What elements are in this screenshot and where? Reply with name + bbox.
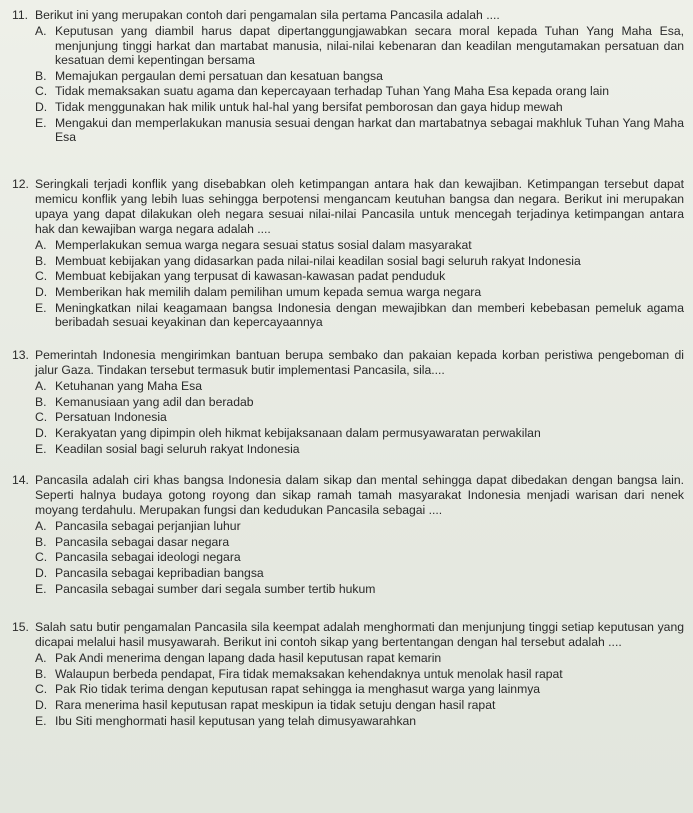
option-b[interactable] — [35, 535, 684, 550]
option-letter: A. — [35, 24, 47, 38]
option-text: Kemanusiaan yang adil dan beradab — [55, 394, 254, 409]
option-text: Pak Rio tidak terima dengan keputusan rapat sehingga ia menghasut warga yang lainmya — [55, 682, 541, 697]
option-b[interactable] — [35, 395, 684, 410]
option-letter: E. — [35, 713, 47, 728]
option-letter: B. — [35, 253, 47, 268]
option-text: Pancasila sebagai kepribadian bangsa — [55, 566, 264, 581]
option-text: Ibu Siti menghormati hasil keputusan yang telah dimusyawarahkan — [55, 713, 417, 728]
question-text: Seringkali terjadi konflik yang disebabkan oleh ketimpangan antara hak dan kewajiban. Ketimpangan tersebut dapat memicu konflik yang lebih luas sehingga berpotensi mengancam keutuhan bangsa dan negara. Berikut ini merupakan upaya yang dapat dilakukan oleh negara sesuai nilai-nilai Pancasila untuk mencegah terjadinya ketimpangan antara hak dan kewajiban warga negara adalah .... — [35, 177, 684, 236]
option-text: Pak Andi menerima dengan lapang dada hasil keputusan rapat kemarin — [55, 651, 442, 665]
option-text: Memberikan hak memilih dalam pemilihan umum kepada semua warga negara — [55, 285, 482, 300]
option-c[interactable] — [35, 410, 684, 425]
option-text: Pancasila sebagai sumber dari segala sumber tertib hukum — [55, 581, 376, 596]
option-d[interactable] — [35, 100, 684, 115]
option-text: Memperlakukan semua warga negara sesuai status sosial dalam masyarakat — [55, 238, 472, 252]
option-letter: C. — [35, 269, 48, 284]
option-text: Memajukan pergaulan demi persatuan dan kesatuan bangsa — [55, 68, 383, 83]
option-letter: B. — [35, 666, 47, 681]
question-number: 11. — [12, 8, 29, 22]
option-letter: A. — [35, 519, 47, 533]
question-number: 14. — [12, 473, 29, 487]
option-e[interactable] — [35, 116, 684, 145]
question-text: Pancasila adalah ciri khas bangsa Indonesia dalam sikap dan mental sehingga dapat dibedakan dengan bangsa lain. Seperti halnya budaya gotong royong dan sikap ramah tamah masyarakat Indonesia menjadi warisan dari nenek moyang terdahulu. Merupakan fungsi dan kedudukan Pancasila sebagai .... — [35, 473, 684, 517]
option-d[interactable] — [35, 566, 684, 581]
option-c[interactable] — [35, 550, 684, 565]
option-b[interactable] — [35, 667, 684, 682]
option-letter: E. — [35, 300, 47, 315]
option-text: Keputusan yang diambil harus dapat dipertanggungjawabkan secara moral kepada Tuhan Yang Maha Esa, menjunjung tinggi harkat dan martabat manusia, nilai-nilai kebenaran dan keadilan mengutamakan persatuan dan kesatuan demi kepentingan bersama — [55, 24, 684, 67]
option-text: Membuat kebijakan yang didasarkan pada nilai-nilai keadilan sosial bagi seluruh rakyat Indonesia — [55, 253, 581, 268]
options-list — [35, 651, 684, 728]
option-c[interactable] — [35, 682, 684, 697]
option-text: Ketuhanan yang Maha Esa — [55, 379, 203, 393]
option-text: Kerakyatan yang dipimpin oleh hikmat kebijaksanaan dalam permusyawaratan perwakilan — [55, 426, 541, 441]
option-e[interactable] — [35, 582, 684, 597]
question-11 — [12, 8, 684, 146]
option-text: Meningkatkan nilai keagamaan bangsa Indonesia dengan mewajibkan dan memberi kebebasan pemeluk agama beribadah sesuai keyakinan dan kepercayaannya — [55, 300, 684, 330]
question-number: 15. — [12, 620, 29, 634]
options-list — [35, 519, 684, 596]
option-b[interactable] — [35, 69, 684, 84]
option-text: Rara menerima hasil keputusan rapat meskipun ia tidak setuju dengan hasil rapat — [55, 698, 496, 713]
question-text: Pemerintah Indonesia mengirimkan bantuan berupa sembako dan pakaian kepada korban peristiwa pengeboman di jalur Gaza. Tindakan tersebut termasuk butir implementasi Pancasila, sila.... — [35, 348, 684, 377]
option-letter: D. — [35, 426, 48, 441]
option-text: Membuat kebijakan yang terpusat di kawasan-kawasan padat penduduk — [55, 269, 446, 284]
option-letter: C. — [35, 550, 48, 565]
option-letter: E. — [35, 441, 47, 456]
option-c[interactable] — [35, 269, 684, 284]
option-a[interactable] — [35, 238, 684, 253]
option-letter: A. — [35, 379, 47, 393]
options-list — [35, 24, 684, 145]
option-letter: B. — [35, 68, 47, 83]
option-a[interactable] — [35, 379, 684, 394]
option-e[interactable] — [35, 714, 684, 729]
option-text: Pancasila sebagai ideologi negara — [55, 550, 241, 565]
question-13 — [12, 348, 684, 457]
option-letter: E. — [35, 115, 47, 130]
option-letter: C. — [35, 410, 48, 425]
options-list — [35, 238, 684, 330]
option-text: Walaupun berbeda pendapat, Fira tidak memaksakan kehendaknya untuk menolak hasil rapat — [55, 666, 563, 681]
option-d[interactable] — [35, 426, 684, 441]
option-e[interactable] — [35, 442, 684, 457]
question-text: Berikut ini yang merupakan contoh dari pengamalan sila pertama Pancasila adalah .... — [35, 8, 500, 22]
option-letter: E. — [35, 581, 47, 596]
option-letter: A. — [35, 651, 47, 665]
option-text: Keadilan sosial bagi seluruh rakyat Indonesia — [55, 441, 300, 456]
option-letter: A. — [35, 238, 47, 252]
question-number: 12. — [12, 177, 29, 191]
option-letter: B. — [35, 394, 47, 409]
option-text: Pancasila sebagai dasar negara — [55, 534, 230, 549]
option-c[interactable] — [35, 84, 684, 99]
option-letter: D. — [35, 698, 48, 713]
question-12 — [12, 177, 684, 331]
option-text: Tidak menggunakan hak milik untuk hal-hal yang bersifat pemborosan dan gaya hidup mewah — [55, 100, 563, 115]
option-d[interactable] — [35, 698, 684, 713]
option-text: Tidak memaksakan suatu agama dan kepercayaan terhadap Tuhan Yang Maha Esa kepada orang lain — [55, 84, 609, 99]
options-list — [35, 379, 684, 456]
option-a[interactable] — [35, 651, 684, 666]
option-d[interactable] — [35, 285, 684, 300]
option-text: Persatuan Indonesia — [55, 410, 167, 425]
question-14 — [12, 473, 684, 597]
question-number: 13. — [12, 348, 29, 362]
option-letter: D. — [35, 285, 48, 300]
option-letter: D. — [35, 566, 48, 581]
option-letter: C. — [35, 682, 48, 697]
question-text: Salah satu butir pengamalan Pancasila sila keempat adalah menghormati dan menjunjung tinggi setiap keputusan yang dicapai melalui hasil musyawarah. Berikut ini contoh sikap yang bertentangan dengan hal tersebut adalah .... — [35, 620, 684, 649]
option-letter: D. — [35, 100, 48, 115]
option-b[interactable] — [35, 254, 684, 269]
option-e[interactable] — [35, 301, 684, 330]
option-a[interactable] — [35, 24, 684, 68]
option-letter: B. — [35, 534, 47, 549]
option-text: Mengakui dan memperlakukan manusia sesuai dengan harkat dan martabatnya sebagai makhluk Tuhan Yang Maha Esa — [55, 115, 684, 145]
option-text: Pancasila sebagai perjanjian luhur — [55, 519, 241, 533]
option-letter: C. — [35, 84, 48, 99]
option-a[interactable] — [35, 519, 684, 534]
question-15 — [12, 620, 684, 729]
